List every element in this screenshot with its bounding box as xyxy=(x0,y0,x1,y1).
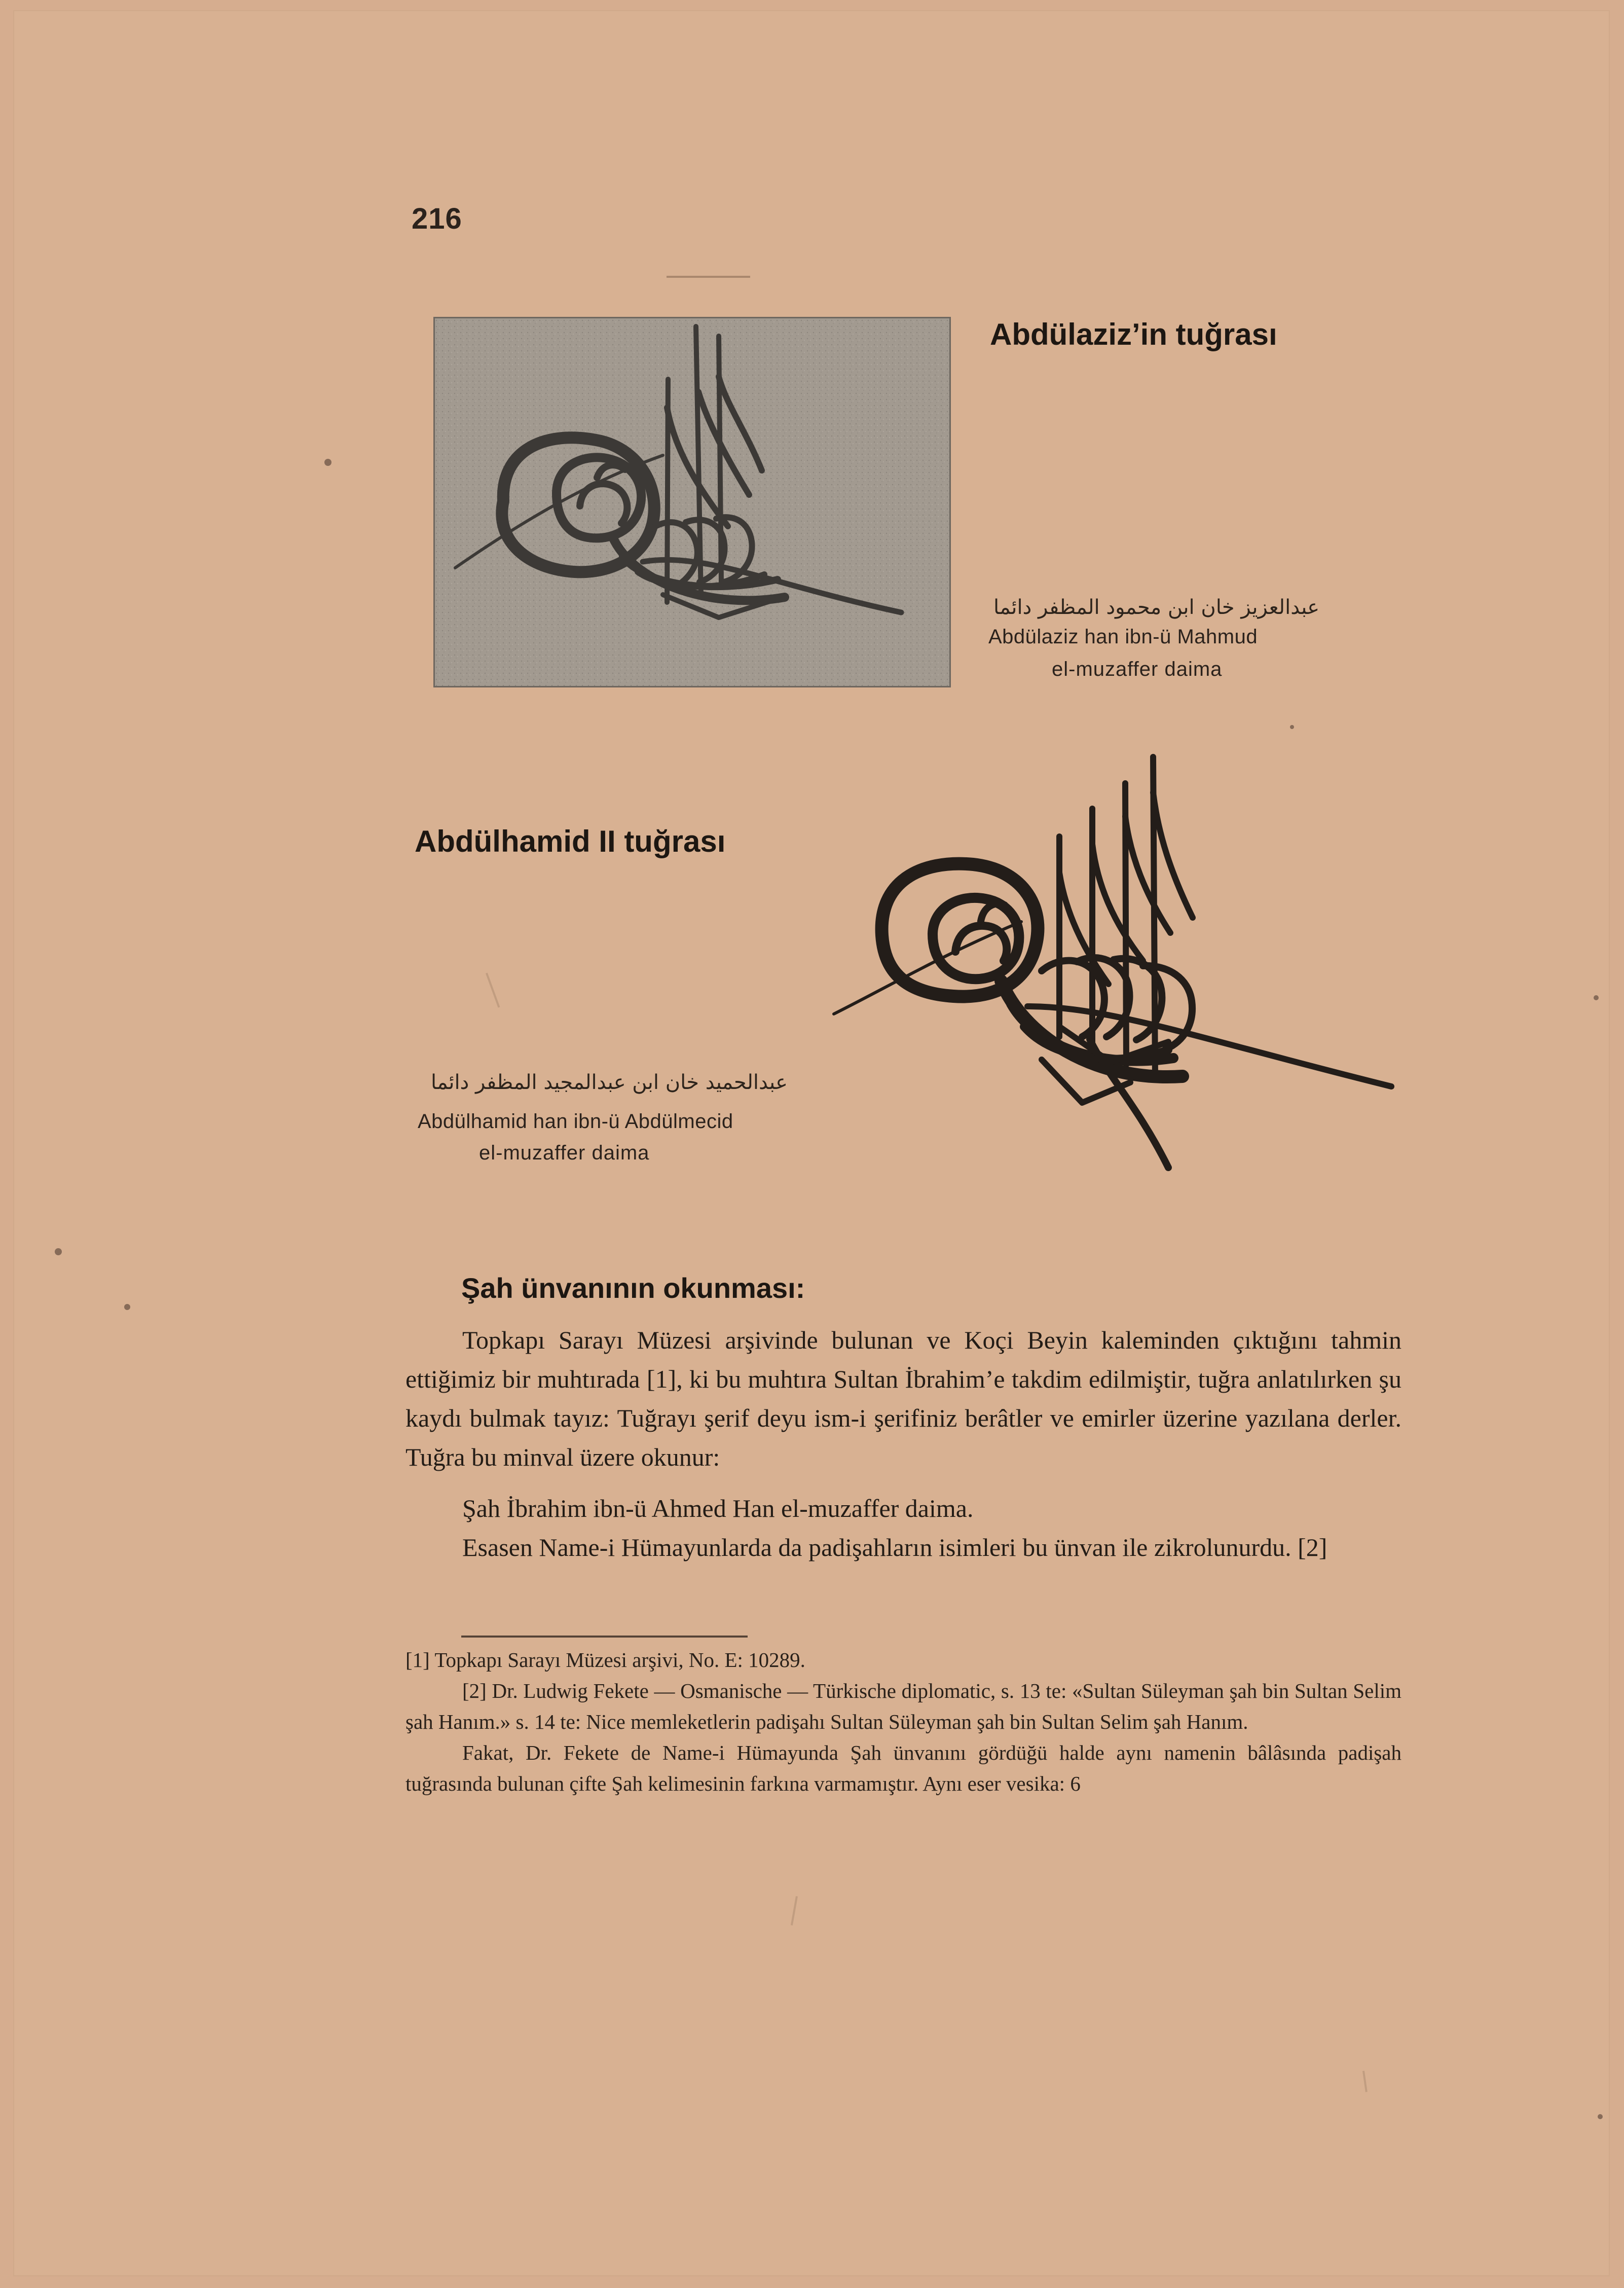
abdulhamid-arabic-caption: عبدالحميد خان ابن عبدالمجيد المظفر دائما xyxy=(431,1071,788,1094)
speck xyxy=(124,1304,130,1310)
body-text xyxy=(405,1321,1401,1567)
body-paragraph-1: Topkapı Sarayı Müzesi arşivinde bulunan ve Koçi Beyin kaleminden çıktığını tahmin ettiğimiz bir muhtırada [1], ki bu muhtıra Sultan İbrahim’e takdim edilmiştir, tuğra anlatılırken şu kaydı bulmak tayız: Tuğrayı şerif deyu ism-i şerifiniz berâtler ve emirler üzerine yazılana derler. Tuğra bu minval üzere okunur: xyxy=(405,1326,1401,1471)
abdulaziz-caption-line-2: el-muzaffer daima xyxy=(1052,658,1223,680)
speck xyxy=(1598,2114,1603,2119)
footnote-1: [1] Topkapı Sarayı Müzesi arşivi, No. E: 10289. xyxy=(405,1648,805,1672)
abdulaziz-tugra-photo xyxy=(433,317,951,687)
abdulaziz-arabic-caption: عبدالعزيز خان ابن محمود المظفر دائما xyxy=(993,596,1320,619)
abdulaziz-title: Abdülaziz’in tuğrası xyxy=(990,317,1277,351)
top-rule xyxy=(667,276,750,278)
body-gap xyxy=(405,1477,1401,1489)
tugra-photo-icon xyxy=(435,318,949,686)
body-paragraph-3: Esasen Name-i Hümayunlarda da padişahların isimleri bu ünvan ile zikrolunurdu. [2] xyxy=(462,1533,1327,1561)
abdulhamid-title: Abdülhamid II tuğrası xyxy=(415,824,726,858)
speck xyxy=(1594,995,1599,1000)
speck xyxy=(324,459,331,466)
speck xyxy=(1290,725,1294,729)
abdulaziz-caption-line-1: Abdülaziz han ibn-ü Mahmud xyxy=(988,626,1258,648)
abdulhamid-tugra-print xyxy=(829,753,1401,1179)
footnote-3: Fakat, Dr. Fekete de Name-i Hümayunda Şah ünvanını gördüğü halde aynı namenin bâlâsında padişah tuğrasında bulunan çifte Şah kelimesinin farkına varmamıştır. Aynı eser vesika: 6 xyxy=(405,1741,1401,1795)
abdulhamid-caption-line-2: el-muzaffer daima xyxy=(479,1142,650,1164)
body-paragraph-2: Şah İbrahim ibn-ü Ahmed Han el-muzaffer daima. xyxy=(462,1494,974,1522)
speck xyxy=(55,1248,62,1255)
footnote-2: [2] Dr. Ludwig Fekete — Osmanische — Türkische diplomatic, s. 13 te: «Sultan Süleyman şah bin Sultan Selim şah Hanım.» s. 14 te: Nice memleketlerin padişahı Sultan Süleyman şah bin Sultan Selim şah Hanım. xyxy=(405,1679,1401,1733)
page-number: 216 xyxy=(412,202,462,235)
abdulhamid-caption-line-1: Abdülhamid han ibn-ü Abdülmecid xyxy=(418,1110,733,1133)
footnote-rule xyxy=(461,1636,748,1638)
section-heading: Şah ünvanının okunması: xyxy=(461,1272,805,1304)
footnotes xyxy=(405,1645,1401,1799)
tugra-print-icon xyxy=(829,753,1401,1179)
